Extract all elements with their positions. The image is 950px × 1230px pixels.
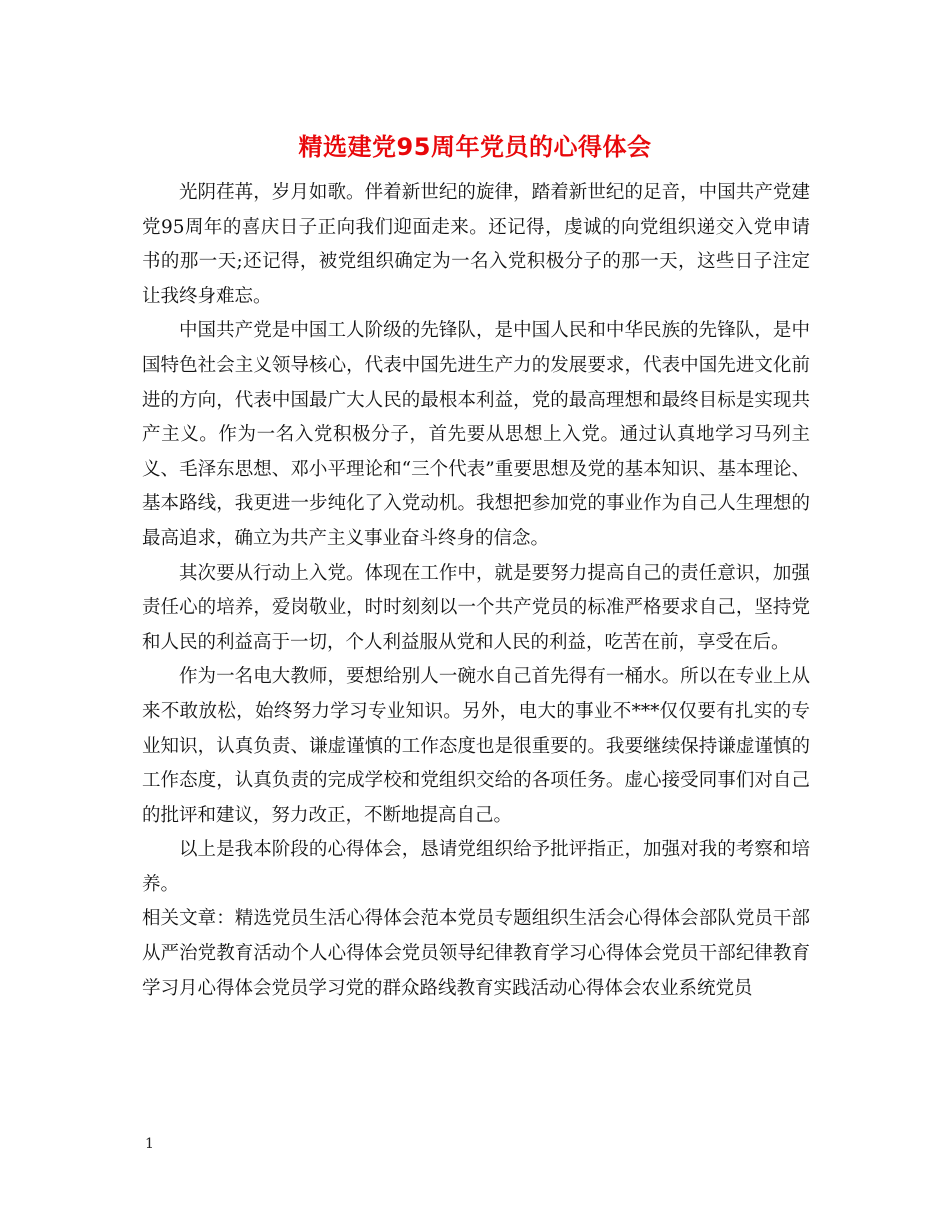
paragraph-5: 以上是我本阶段的心得体会，恳请党组织给予批评指正，加强对我的考察和培养。 <box>142 839 810 895</box>
document-title: 精选建党95周年党员的心得体会 <box>298 133 652 161</box>
paragraph-4: 作为一名电大教师，要想给别人一碗水自己首先得有一桶水。所以在专业上从来不敢放松，始终努力学习专业知识。另外，电大的事业不***仅仅要有扎实的专业知识，认真负责、谦虚谨慎的工作态度也是很重要的。我要继续保持谦虚谨慎的工作态度，认真负责的完成学校和党组织交给的各项任务。虚心接受同事们对自己的批评和建议，努力改正，不断地提高自己。 <box>142 666 810 826</box>
document-body <box>142 176 810 1006</box>
paragraph-1: 光阴荏苒，岁月如歌。伴着新世纪的旋律，踏着新世纪的足音，中国共产党建党95周年的喜庆日子正向我们迎面走来。还记得，虔诚的向党组织递交入党申请书的那一天;还记得，被党组织确定为一名入党积极分子的那一天，这些日子注定让我终身难忘。 <box>142 182 810 307</box>
paragraph-3: 其次要从行动上入党。体现在工作中，就是要努力提高自己的责任意识，加强责任心的培养，爱岗敬业，时时刻刻以一个共产党员的标准严格要求自己，坚持党和人民的利益高于一切，个人利益服从党和人民的利益，吃苦在前，享受在后。 <box>142 562 810 653</box>
related-articles: 相关文章：精选党员生活心得体会范本党员专题组织生活会心得体会部队党员干部从严治党教育活动个人心得体会党员领导纪律教育学习心得体会党员干部纪律教育学习月心得体会党员学习党的群众路线教育实践活动心得体会农业系统党员 <box>142 908 810 999</box>
page-number: 1 <box>145 1136 154 1152</box>
paragraph-2: 中国共产党是中国工人阶级的先锋队，是中国人民和中华民族的先锋队，是中国特色社会主义领导核心，代表中国先进生产力的发展要求，代表中国先进文化前进的方向，代表中国最广大人民的最根本利益，党的最高理想和最终目标是实现共产主义。作为一名入党积极分子，首先要从思想上入党。通过认真地学习马列主义、毛泽东思想、邓小平理论和“三个代表”重要思想及党的基本知识、基本理论、基本路线，我更进一步纯化了入党动机。我想把参加党的事业作为自己人生理想的最高追求，确立为共产主义事业奋斗终身的信念。 <box>142 320 810 549</box>
